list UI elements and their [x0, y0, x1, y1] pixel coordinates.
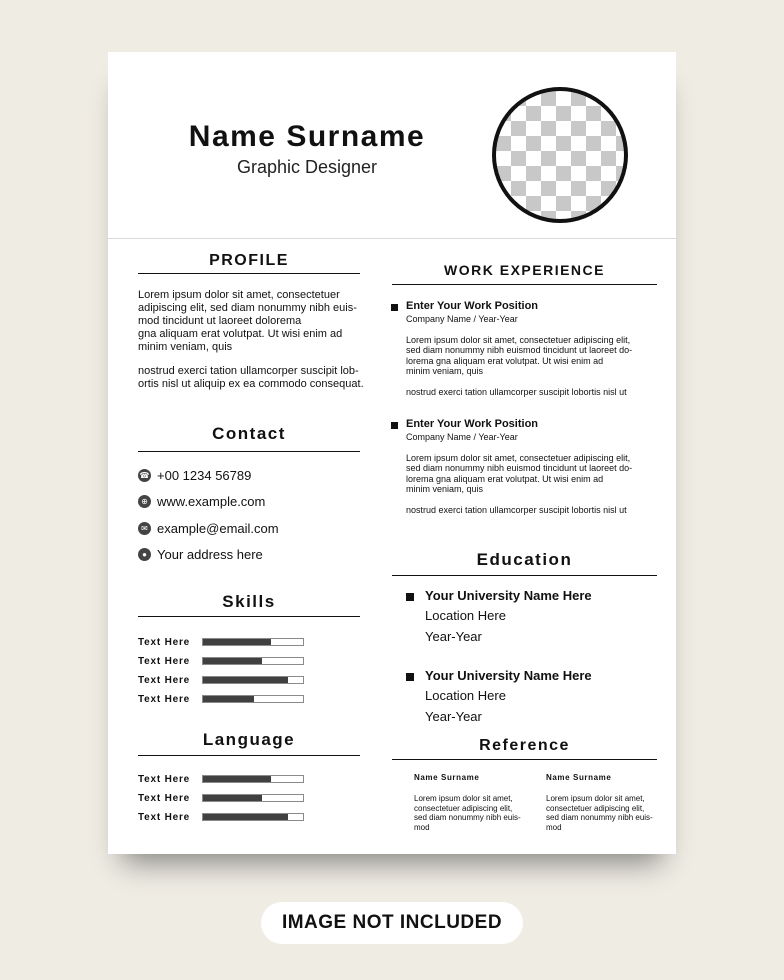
language-bar [202, 794, 304, 802]
skill-label: Text Here [138, 693, 191, 705]
contact-phone-text: +00 1234 56789 [157, 467, 252, 483]
skill-row [138, 693, 304, 705]
text-line: mod [414, 822, 430, 832]
resume-page [108, 52, 676, 854]
text-line: sed diam nonummy nibh euis- [546, 813, 653, 822]
contact-email-text: example@email.com [157, 520, 279, 536]
email-icon: ✉ [138, 522, 151, 535]
language-label: Text Here [138, 773, 191, 785]
job-description [406, 335, 656, 376]
contact-heading: Contact [212, 424, 286, 443]
image-not-included-badge: IMAGE NOT INCLUDED [261, 902, 523, 944]
language-label: Text Here [138, 792, 191, 804]
language-row [138, 773, 304, 785]
skill-bar [202, 638, 304, 646]
reference-heading: Reference [479, 737, 570, 754]
contact-address [138, 545, 263, 563]
language-bar [202, 813, 304, 821]
job-extra: nostrud exerci tation ullamcorper suscipit lobortis nisl ut [406, 505, 627, 515]
language-label: Text Here [138, 811, 191, 823]
profile-paragraph-1 [138, 289, 372, 354]
profile-photo-placeholder [492, 87, 628, 223]
education-location: Location Here [425, 688, 506, 703]
text-line: Lorem ipsum dolor sit amet, consectetuer adipiscing elit, [406, 335, 631, 345]
job-position: Enter Your Work Position [406, 418, 539, 430]
job-description [406, 453, 656, 494]
text-line: sed diam nonummy nibh euismod tincidunt ut laoreet do- [406, 463, 633, 474]
text-line: consectetuer adipiscing elit, [546, 803, 645, 813]
header-divider [108, 238, 676, 239]
job-position: Enter Your Work Position [406, 300, 539, 312]
skill-label: Text Here [138, 655, 191, 667]
skills-heading: Skills [222, 592, 276, 611]
education-location: Location Here [425, 608, 506, 623]
contact-rule [138, 451, 360, 452]
skill-bar-fill [203, 639, 271, 645]
contact-website-text: www.example.com [157, 493, 266, 509]
contact-phone [138, 466, 251, 484]
text-line: minim veniam, quis [138, 341, 233, 353]
language-bar [202, 775, 304, 783]
text-line: minim veniam, quis [406, 365, 484, 376]
education-university: Your University Name Here [425, 588, 592, 603]
reference-text [546, 794, 666, 832]
text-line: Lorem ipsum dolor sit amet, [546, 794, 645, 803]
resume-name: Name Surname [188, 120, 426, 153]
skill-label: Text Here [138, 636, 191, 648]
education-bullet [406, 673, 414, 681]
skills-rule [138, 616, 360, 617]
skill-bar-fill [203, 696, 254, 702]
contact-email [138, 519, 279, 537]
education-heading: Education [476, 550, 573, 569]
skill-bar-fill [203, 658, 262, 664]
location-pin-icon: ● [138, 548, 151, 561]
reference-name: Name Surname [546, 773, 612, 782]
text-line: sed diam nonummy nibh euismod tincidunt ut laoreet do- [406, 345, 633, 356]
profile-heading: PROFILE [209, 252, 289, 269]
education-rule [392, 575, 657, 576]
text-line: Lorem ipsum dolor sit amet, consectetuer [138, 289, 340, 301]
text-line: sed diam nonummy nibh euis- [414, 813, 521, 822]
skill-label: Text Here [138, 674, 191, 686]
reference-name: Name Surname [414, 773, 480, 782]
language-rule [138, 755, 360, 756]
text-line: consectetuer adipiscing elit, [414, 803, 513, 813]
text-line: lorema gna aliquam erat volutpat. Ut wisi enim ad [406, 355, 604, 366]
profile-paragraph-2 [138, 365, 372, 391]
language-bar-fill [203, 776, 271, 782]
education-university: Your University Name Here [425, 668, 592, 683]
skill-bar [202, 676, 304, 684]
text-line: ortis nisl ut aliquip ex ea commodo consequat. [138, 378, 364, 390]
job-company: Company Name / Year-Year [406, 314, 518, 324]
job-bullet [391, 304, 398, 311]
reference-rule [392, 759, 657, 760]
job-bullet [391, 422, 398, 429]
reference-text [414, 794, 534, 832]
education-bullet [406, 593, 414, 601]
language-row [138, 811, 304, 823]
work-experience-heading: WORK EXPERIENCE [444, 262, 605, 278]
contact-address-text: Your address here [157, 546, 263, 562]
job-company: Company Name / Year-Year [406, 432, 518, 442]
text-line: adipiscing elit, sed diam nonummy nibh euis- [138, 302, 357, 314]
language-bar-fill [203, 814, 288, 820]
language-heading: Language [202, 730, 296, 749]
contact-website [138, 492, 265, 510]
text-line: minim veniam, quis [406, 483, 484, 494]
text-line: Lorem ipsum dolor sit amet, consectetuer adipiscing elit, [406, 453, 631, 463]
work-experience-rule [392, 284, 657, 285]
skill-bar [202, 695, 304, 703]
skill-bar [202, 657, 304, 665]
text-line: mod [546, 822, 562, 832]
text-line: gna aliquam erat volutpat. Ut wisi enim ad [138, 328, 343, 340]
education-years: Year-Year [425, 629, 482, 644]
text-line: Lorem ipsum dolor sit amet, [414, 794, 513, 803]
language-row [138, 792, 304, 804]
skill-row [138, 636, 304, 648]
language-bar-fill [203, 795, 262, 801]
skill-row [138, 674, 304, 686]
profile-rule [138, 273, 360, 274]
skill-row [138, 655, 304, 667]
job-title: Graphic Designer [236, 157, 378, 177]
job-extra: nostrud exerci tation ullamcorper suscipit lobortis nisl ut [406, 387, 627, 397]
phone-icon: ☎ [139, 470, 150, 480]
text-line: nostrud exerci tation ullamcorper suscipit lob- [138, 365, 359, 377]
globe-icon: ⊕ [138, 495, 151, 508]
skill-bar-fill [203, 677, 288, 683]
text-line: mod tincidunt ut laoreet dolorema [138, 315, 302, 327]
education-years: Year-Year [425, 709, 482, 724]
text-line: lorema gna aliquam erat volutpat. Ut wisi enim ad [406, 473, 604, 484]
